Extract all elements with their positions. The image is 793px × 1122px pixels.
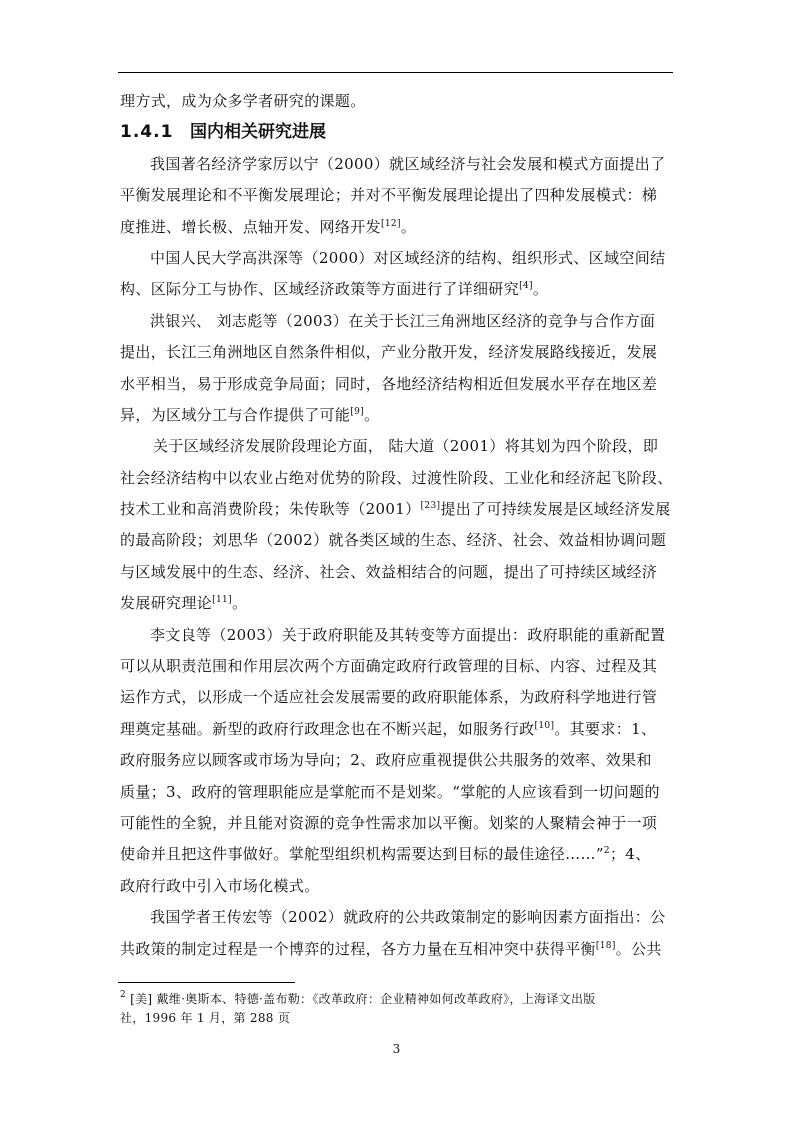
section-heading <box>120 117 673 148</box>
line-text: 关于区域经济发展阶段理论方面， 陆大道（2001）将其划为四个阶段，即 <box>153 437 659 456</box>
line-text: 。 <box>231 594 248 613</box>
line-text: 社会经济结构中以农业占绝对优势的阶段、过渡性阶段、工业化和经济起飞阶段、 <box>120 468 673 487</box>
paragraph <box>120 431 673 619</box>
footnote-ref[interactable]: 2 <box>603 846 610 857</box>
footnote-line <box>120 1009 673 1028</box>
citation-ref: [12] <box>380 218 401 229</box>
text-line <box>120 463 673 494</box>
text-line <box>120 494 673 525</box>
line-text: 我国著名经济学家厉以宁（2000）就区域经济与社会发展和模式方面提出了 <box>150 154 666 173</box>
citation-ref: [10] <box>534 720 555 731</box>
line-text: 运作方式，以形成一个适应社会发展需要的政府职能体系，为政府科学地进行管 <box>120 688 658 707</box>
line-text: 技术工业和高消费阶段；朱传耿等（2001） <box>120 500 421 519</box>
text-line <box>120 839 673 870</box>
line-text: 提出，长江三角洲地区自然条件相似，产业分散开发，经济发展路线接近，发展 <box>120 343 658 362</box>
section-number: 1.4.1 <box>120 122 174 143</box>
text-line <box>120 180 673 211</box>
text-line <box>120 369 673 400</box>
paragraph <box>120 902 673 965</box>
line-text: 中国人民大学高洪深等（2000）对区域经济的结构、组织形式、区域空间结 <box>150 248 666 267</box>
line-text: 政府服务应以顾客或市场为导向；2、政府应重视提供公共服务的效率、效果和 <box>120 751 652 770</box>
line-text: 度推进、增长极、点轴开发、网络开发 <box>120 217 381 236</box>
line-text: 质量；3、政府的管理职能应是掌舵而不是划桨。“掌舵的人应该看到一切问题的 <box>120 782 660 801</box>
text-line <box>120 682 673 713</box>
line-text: 。其要求：1、 <box>554 719 657 738</box>
text-line <box>120 274 673 305</box>
line-text: 。 <box>532 280 549 299</box>
citation-ref: [9] <box>350 406 365 417</box>
text-line <box>120 620 673 651</box>
text-line <box>120 871 673 902</box>
paragraph <box>120 620 673 903</box>
line-text: 我国学者王传宏等（2002）就政府的公共政策制定的影响因素方面指出：公 <box>150 908 666 927</box>
text-line <box>120 745 673 776</box>
text-line <box>120 808 673 839</box>
citation-ref: [18] <box>595 940 616 951</box>
footnote-separator <box>118 982 295 983</box>
footnote-line <box>120 990 673 1009</box>
paragraph <box>120 149 673 243</box>
text-line <box>120 149 673 180</box>
text-line <box>120 243 673 274</box>
line-text: 异，为区域分工与合作提供了可能 <box>120 405 351 424</box>
line-text: 可以从职责范围和作用层次两个方面确定政府行政管理的目标、内容、过程及其 <box>120 657 658 676</box>
text-line <box>120 651 673 682</box>
citation-ref: [4] <box>519 281 533 292</box>
footnote <box>120 990 673 1028</box>
text-line <box>120 902 673 933</box>
line-text: 。 <box>400 217 417 236</box>
line-text: 提出了可持续发展是区域经济发展 <box>440 500 671 519</box>
line-text: 使命并且把这件事做好。掌舵型组织机构需要达到目标的最佳途径……” <box>120 845 604 864</box>
header-rule <box>118 72 673 73</box>
text-line <box>120 588 673 619</box>
text-line <box>120 337 673 368</box>
line-text: 。公共 <box>615 939 662 958</box>
text-line <box>120 777 673 808</box>
text-line <box>120 306 673 337</box>
citation-ref: [11] <box>212 595 232 606</box>
line-text: 。 <box>364 405 380 424</box>
line-text: 与区域发展中的生态、经济、社会、效益相结合的问题，提出了可持续区域经济 <box>120 562 658 581</box>
line-text: 水平相当，易于形成竞争局面；同时，各地经济结构相近但发展水平存在地区差 <box>120 374 658 393</box>
section-title: 国内相关研究进展 <box>190 122 326 143</box>
line-text: 洪银兴、 刘志彪等（2003）在关于长江三角洲地区经济的竞争与合作方面 <box>150 311 656 330</box>
page-body <box>120 86 673 965</box>
text-line <box>120 934 673 965</box>
text-line <box>120 212 673 243</box>
line-text: 平衡发展理论和不平衡发展理论；并对不平衡发展理论提出了四种发展模式：梯 <box>120 186 658 205</box>
footnote-marker: 2 <box>120 990 127 1000</box>
paragraph <box>120 306 673 432</box>
citation-ref: [23] <box>420 501 441 512</box>
line-text: 发展研究理论 <box>120 594 213 613</box>
footnote-text: 社，1996 年 1 月，第 288 页 <box>120 1011 291 1025</box>
continuation-line: 理方式，成为众多学者研究的课题。 <box>120 92 366 110</box>
text-line <box>120 525 673 556</box>
line-text: 构、区际分工与协作、区域经济政策等方面进行了详细研究 <box>120 280 520 299</box>
line-text: 的最高阶段；刘思华（2002）就各类区域的生态、经济、社会、效益相协调问题 <box>120 531 667 550</box>
line-text: 李文良等（2003）关于政府职能及其转变等方面提出：政府职能的重新配置 <box>150 625 666 644</box>
line-text: ；4、 <box>609 845 651 864</box>
page-number: 3 <box>392 1042 401 1056</box>
text-line <box>120 557 673 588</box>
footnote-text: [美] 戴维·奥斯本、特德·盖布勒：《改革政府：企业精神如何改革政府》，上海译文出版 <box>126 992 596 1006</box>
line-text: 共政策的制定过程是一个博弈的过程，各方力量在互相冲突中获得平衡 <box>120 939 596 958</box>
line-text: 政府行政中引入市场化模式。 <box>120 876 320 895</box>
text-line <box>120 431 673 462</box>
line-text: 可能性的全貌，并且能对资源的竞争性需求加以平衡。划桨的人聚精会神于一项 <box>120 813 658 832</box>
text-line <box>120 714 673 745</box>
text-line <box>120 400 673 431</box>
paragraph <box>120 243 673 306</box>
line-text: 理奠定基础。新型的政府行政理念也在不断兴起，如服务行政 <box>120 719 535 738</box>
